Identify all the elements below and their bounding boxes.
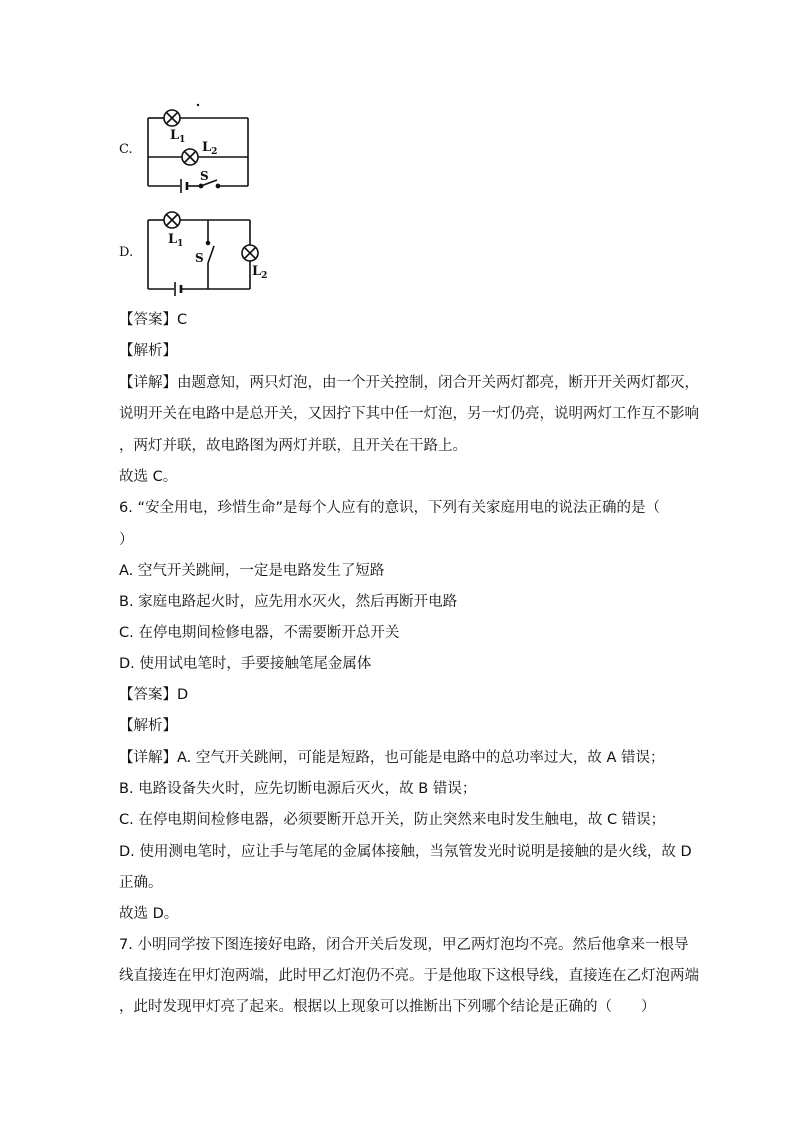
option-d-label: D. <box>119 245 134 260</box>
conclusion-line: 故选 C。 <box>119 469 178 485</box>
lamp-l2-label: $L_2$ <box>202 140 218 157</box>
switch-label: S <box>195 251 204 265</box>
answer-line: 【答案】D <box>119 687 189 703</box>
lamp-l2-icon <box>182 149 198 165</box>
conclusion-line: 故选 D。 <box>119 906 179 922</box>
answer-line: 【答案】C <box>119 312 188 328</box>
switch-label: S <box>200 169 209 183</box>
detail-text-line: ，两灯并联，故电路图为两灯并联，且开关在干路上。 <box>119 438 467 454</box>
detail-text-line: C. 在停电期间检修电器，必须要断开总开关，防止突然来电时发生触电，故 C 错误； <box>119 812 666 828</box>
question-6-stem-cont: ） <box>119 532 134 548</box>
choice-b: B. 家庭电路起火时，应先用水灭火，然后再断开电路 <box>119 594 458 610</box>
option-c-label: C. <box>119 142 133 157</box>
detail-text-line: 【详解】A. 空气开关跳闸，可能是短路，也可能是电路中的总功率过大，故 A 错误； <box>119 750 665 766</box>
lamp-l2-label: $L_2$ <box>252 264 268 281</box>
choice-c: C. 在停电期间检修电器，不需要断开总开关 <box>119 625 400 641</box>
question-7-stem: 7. 小明同学按下图连接好电路，闭合开关后发现，甲乙两灯泡均不亮。然后他拿来一根导 <box>119 937 689 953</box>
switch-icon <box>207 242 215 264</box>
question-7-stem: 线直接连在甲灯泡两端，此时甲乙灯泡仍不亮。于是他取下这根导线，直接连在乙灯泡两端 <box>119 968 699 984</box>
battery-icon <box>181 179 187 193</box>
lamp-l1-label: $L_1$ <box>168 232 184 249</box>
lamp-l1-icon <box>164 110 180 126</box>
lamp-l1-icon <box>164 212 180 228</box>
battery-icon <box>175 282 181 296</box>
lamp-l1-label: $L_1$ <box>170 128 186 145</box>
circuit-diagram-d <box>140 205 280 300</box>
lamp-l2-icon <box>242 245 258 261</box>
stray-dot <box>197 104 199 106</box>
question-6-stem: 6. “安全用电，珍惜生命”是每个人应有的意识，下列有关家庭用电的说法正确的是（ <box>119 500 660 516</box>
question-7-stem: ，此时发现甲灯亮了起来。根据以上现象可以推断出下列哪个结论是正确的（ ） <box>119 999 656 1015</box>
choice-a: A. 空气开关跳闸，一定是电路发生了短路 <box>119 563 385 579</box>
choice-d: D. 使用试电笔时，手要接触笔尾金属体 <box>119 656 372 672</box>
detail-text-line: 正确。 <box>119 875 163 891</box>
detail-text-line: D. 使用测电笔时，应让手与笔尾的金属体接触，当氖管发光时说明是接触的是火线，故 D <box>119 844 692 860</box>
analysis-heading: 【解析】 <box>119 718 177 734</box>
detail-text-line: 【详解】由题意知，两只灯泡，由一个开关控制，闭合开关两灯都亮，断开开关两灯都灭， <box>119 375 699 391</box>
detail-text-line: B. 电路设备失火时，应先切断电源后灭火，故 B 错误； <box>119 781 477 797</box>
analysis-heading: 【解析】 <box>119 343 177 359</box>
detail-text-line: 说明开关在电路中是总开关，又因拧下其中任一灯泡，另一灯仍亮，说明两灯工作互不影响 <box>119 406 699 422</box>
circuit-diagram-c <box>140 100 280 195</box>
